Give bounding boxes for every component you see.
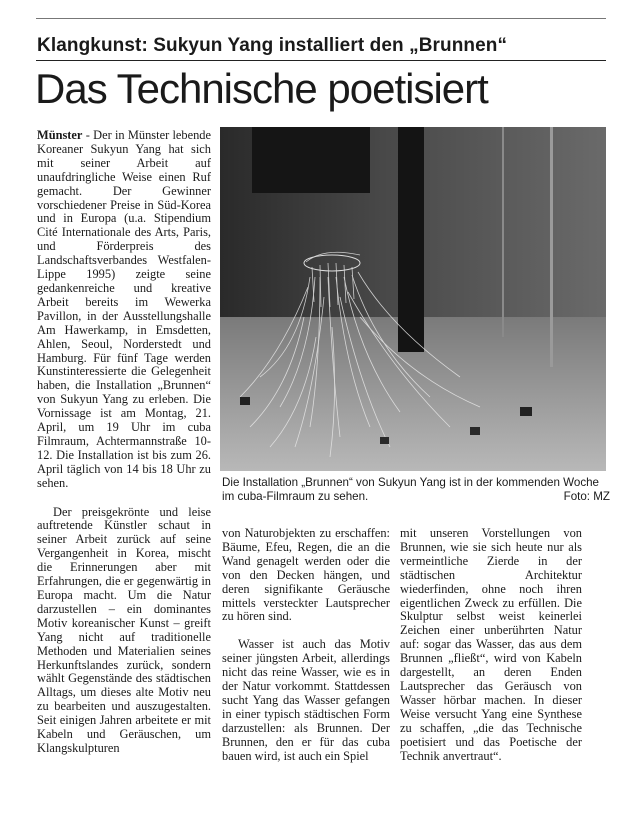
installation-photo [220, 127, 606, 471]
article-column-2 [222, 527, 390, 764]
article-column-3 [400, 527, 582, 763]
paragraph-artist-background: Der preisgekrönte und leise auftretende Künstler schaut in seiner Arbeit zurück auf seine Vergangenheit in Korea, mischt die Erinnerungen aber mit Erfahrungen, die er gegenwärtig in Europa macht. Um die Natur darzustellen – ein dominantes Motiv koreanischer Kunst – greift Yang nicht auf traditionelle Methoden und Materialien seines Herkunftslandes zurück, sondern wählt Gegenstände des städtischen Alltags, um dieses alte Motiv neu zu bearbeiten und auszugestalten. Seit einigen Jahren arbeitete er mit Kabeln und Geräuschen, um Klangskulpturen [37, 504, 211, 755]
dateline-city: Münster [37, 128, 83, 142]
article-column-1 [37, 129, 211, 756]
paragraph-fountain-concept: mit unseren Vorstellungen von Brunnen, wie sie sich heute nur als vermeintliche Zierde in der städtischen Architektur wiederfinden, ohne noch ihren eigentlichen Zweck zu erfüllen. Die Skulptur selbst weist keinerlei Zeichen einer unberührten Natur auf: sogar das Wasser, das aus dem Brunnen „fließt“, wird von Kabeln dargestellt, an deren Enden Lautsprecher das Geräusch von Wasser hörbar machen. In dieser Weise versucht Yang eine Synthese zu schaffen, „die das Technische poetisiert und das Poetische der Technik anvertraut“. [400, 526, 582, 763]
article-headline: Das Technische poetisiert [35, 65, 488, 112]
top-rule [36, 60, 606, 61]
lead-paragraph-text: - Der in Münster lebende Koreaner Sukyun Yang hat sich mit seiner Arbeit auf unaufdringliche Weise einen Ruf gemacht. Der Gewinner vorschiedener Preise in Süd-Korea und in Europa (u.a. Stipendium Cité Internationale des Arts, Paris, und Förderpreis des Landschaftsverbandes Westfalen-Lippe 1995) zeigte seine gedankenreiche und kreative Arbeit bereits im Wewerka Pavillon, in der Ausstellungshalle Am Hawerkamp, in Emsdetten, Ahlen, Seoul, Norderstedt und Hamburg. Für fünf Tage werden Kunstinteressierte die Gelegenheit haben, die Installation „Brunnen“ von Sukyun Yang zu erleben. Die Vornissage ist am Montag, 21. April, um 19 Uhr im cuba Filmraum, Achtermannstraße 10-12. Die Installation ist bis zum 26. April täglich von 14 bis 18 Uhr zu sehen. [37, 128, 211, 490]
paragraph-water-motif: Wasser ist auch das Motiv seiner jüngsten Arbeit, allerdings nicht das reine Wasser, wie es in der Natur vorkommt. Stattdessen sucht Yang das Wasser gefangen in einer typisch städtischen Form darzustellen: als Brunnen. Der Brunnen, den er für das cuba bauen wird, ist auch ein Spiel [222, 637, 390, 763]
lead-paragraph [37, 129, 211, 491]
paragraph-nature-objects: von Naturobjekten zu erschaffen: Bäume, Efeu, Regen, die an die Wand genagelt werden oder die von den Decken hängen, und deren signifikante Geräusche mittels versteckter Lautsprecher zu hören sind. [222, 526, 390, 624]
photo-caption-text: Die Installation „Brunnen“ von Sukyun Yang ist in der kommenden Woche im cuba-Filmraum zu sehen. [222, 476, 600, 503]
fountain-installation-image [220, 127, 606, 471]
top-rule-thin [36, 18, 606, 19]
article-kicker: Klangkunst: Sukyun Yang installiert den „Brunnen“ [37, 35, 508, 56]
photo-credit: Foto: MZ [563, 490, 610, 503]
photo-caption [222, 476, 612, 504]
